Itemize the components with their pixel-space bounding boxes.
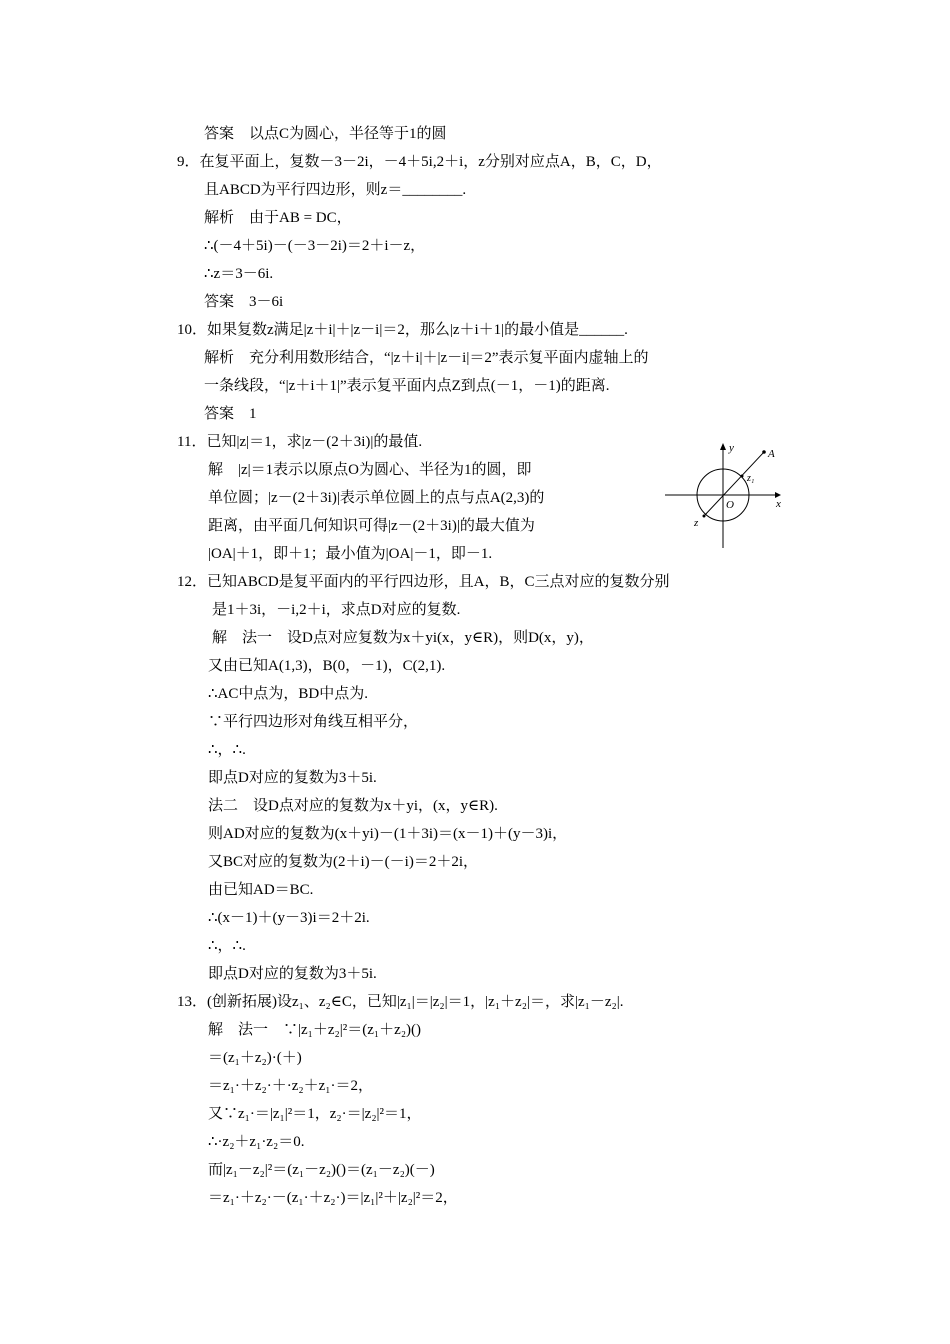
origin-label: O xyxy=(726,499,734,511)
line-1: 答案 以点C为圆心，半径等于1的圆 xyxy=(204,126,447,142)
line-33: 解 法一 ∵|z₁＋z₂|²＝(z₁＋z₂)() xyxy=(208,1022,422,1038)
z-label: z xyxy=(694,517,699,529)
line-23: ∴，∴. xyxy=(208,742,246,758)
line-20: 又由已知A(1,3)，B(0，－1)，C(2,1). xyxy=(208,658,446,674)
line-39: ＝z₁·＋z₂·－(z₁·＋z₂·)＝|z₁|²＋|z₂|²＝2， xyxy=(208,1190,458,1206)
line-14: 单位圆；|z－(2＋3i)|表示单位圆上的点与点A(2,3)的 xyxy=(208,490,545,506)
line-22: ∵平行四边形对角线互相平分， xyxy=(208,714,419,730)
line-6: ∴z＝3－6i. xyxy=(204,266,274,282)
y-label: y xyxy=(729,442,734,454)
x-label: x xyxy=(776,498,781,510)
line-21: ∴AC中点为，BD中点为. xyxy=(208,686,368,702)
point-z1 xyxy=(741,475,744,478)
line-24: 即点D对应的复数为3＋5i. xyxy=(208,770,377,786)
line-12: 11．已知|z|＝1，求|z－(2＋3i)|的最值. xyxy=(177,434,423,450)
unit-circle-figure xyxy=(663,440,788,550)
line-10: 一条线段，“|z＋i＋1|”表示复平面内点Z到点(－1，－1)的距离. xyxy=(204,378,610,394)
line-9: 解析 充分利用数形结合，“|z＋i|＋|z－i|＝2”表示复平面内虚轴上的 xyxy=(204,350,649,366)
point-z xyxy=(703,515,706,518)
line-25: 法二 设D点对应的复数为x＋yi，(x，y∈R). xyxy=(208,798,498,814)
line-15: 距离，由平面几何知识可得|z－(2＋3i)|的最大值为 xyxy=(208,518,535,534)
line-32: 13．(创新拓展)设z₁、z₂∈C，已知|z₁|＝|z₂|＝1，|z₁＋z₂|＝，求|z₁－z₂|. xyxy=(177,994,624,1010)
line-18: 是1＋3i，－i,2＋i，求点D对应的复数. xyxy=(212,602,461,618)
line-17: 12．已知ABCD是复平面内的平行四边形，且A，B，C三点对应的复数分别 xyxy=(177,574,670,590)
line-3: 且ABCD为平行四边形，则z＝________. xyxy=(204,182,467,198)
y-axis-arrow-icon xyxy=(720,443,726,450)
line-16: |OA|＋1，即＋1；最小值为|OA|－1，即－1. xyxy=(208,546,493,562)
line-8: 10．如果复数z满足|z＋i|＋|z－i|＝2，那么|z＋i＋1|的最小值是______. xyxy=(177,322,628,338)
point-a xyxy=(762,450,766,454)
line-z-to-a xyxy=(704,452,764,516)
line-31: 即点D对应的复数为3＋5i. xyxy=(208,966,377,982)
z1-label: z₁ xyxy=(747,473,755,484)
line-36: 又∵z₁·＝|z₁|²＝1，z₂·＝|z₂|²＝1， xyxy=(208,1106,422,1122)
line-38: 而|z₁－z₂|²＝(z₁－z₂)()＝(z₁－z₂)(－) xyxy=(208,1162,435,1178)
a-label: A xyxy=(768,448,775,460)
line-19: 解 法一 设D点对应复数为x＋yi(x，y∈R)，则D(x，y)， xyxy=(212,630,594,646)
line-5: ∴(－4＋5i)－(－3－2i)＝2＋i－z， xyxy=(204,238,426,254)
line-2: 9．在复平面上，复数－3－2i，－4＋5i,2＋i，z分别对应点A，B，C，D， xyxy=(177,154,662,170)
line-11: 答案 1 xyxy=(204,406,257,422)
line-28: 由已知AD＝BC. xyxy=(208,882,314,898)
line-37: ∴·z₂＋z₁·z₂＝0. xyxy=(208,1134,305,1150)
line-13: 解 |z|＝1表示以原点O为圆心、半径为1的圆，即 xyxy=(208,462,532,478)
line-29: ∴(x－1)＋(y－3)i＝2＋2i. xyxy=(208,910,370,926)
line-4: 解析 由于AB = DC， xyxy=(204,210,352,226)
line-26: 则AD对应的复数为(x＋yi)－(1＋3i)＝(x－1)＋(y－3)i， xyxy=(208,826,568,842)
line-34: ＝(z₁＋z₂)·(＋) xyxy=(208,1050,302,1066)
line-35: ＝z₁·＋z₂·＋·z₂＋z₁·＝2， xyxy=(208,1078,374,1094)
line-7: 答案 3－6i xyxy=(204,294,284,310)
line-27: 又BC对应的复数为(2＋i)－(－i)＝2＋2i， xyxy=(208,854,478,870)
line-30: ∴，∴. xyxy=(208,938,246,954)
